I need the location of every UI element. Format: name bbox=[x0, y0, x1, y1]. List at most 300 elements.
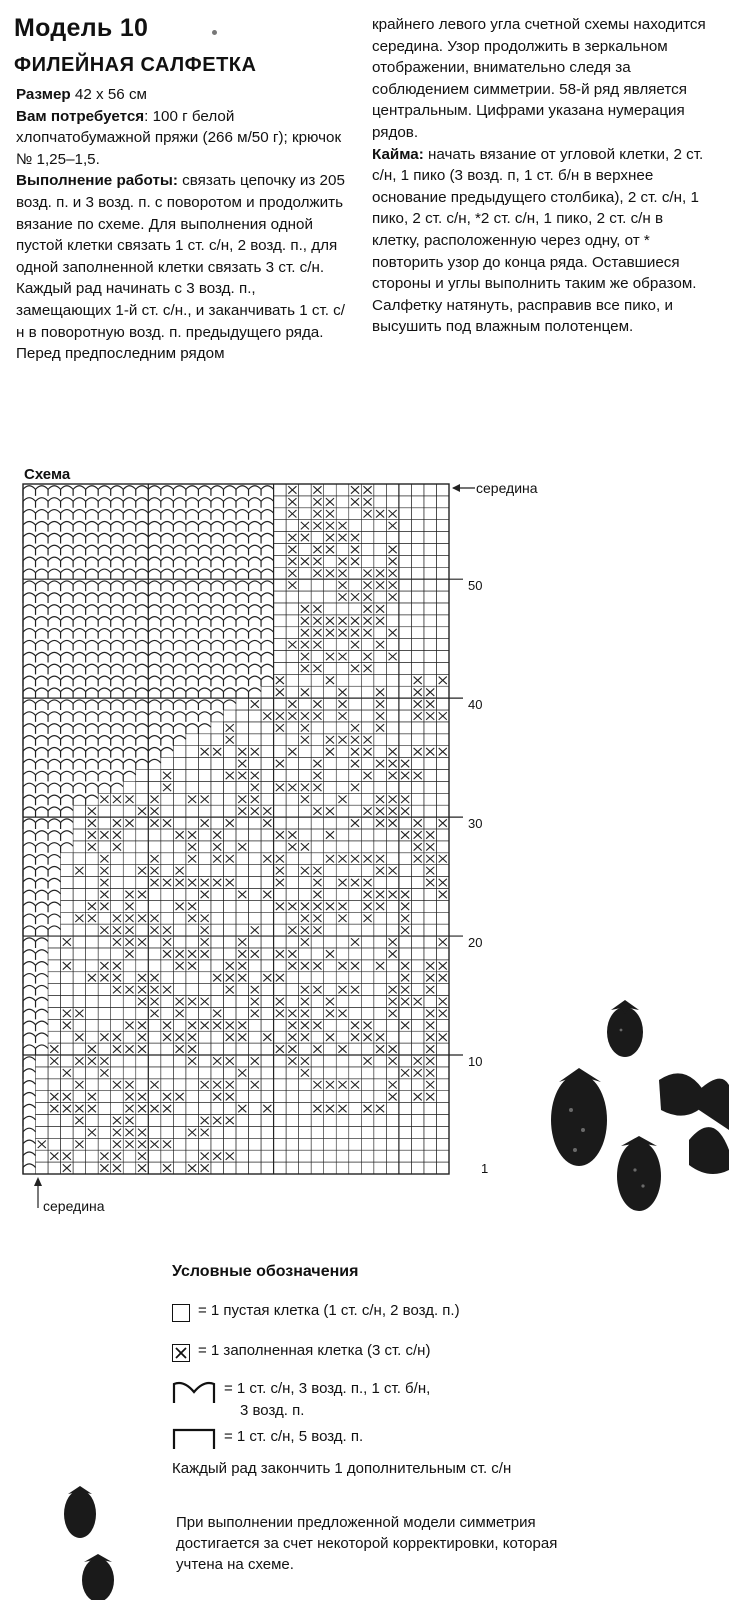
empty-cell bbox=[374, 972, 387, 984]
border-label: Кайма: bbox=[372, 145, 424, 163]
arch-cell bbox=[111, 759, 124, 769]
filled-cell-mark bbox=[301, 962, 309, 970]
arch-cell bbox=[136, 688, 149, 698]
empty-cell bbox=[73, 1019, 86, 1031]
empty-cell bbox=[299, 591, 312, 603]
empty-cell bbox=[411, 579, 424, 591]
filled-cell-mark bbox=[238, 974, 246, 982]
arch-cell bbox=[236, 510, 249, 520]
filled-cell-mark bbox=[113, 1141, 121, 1149]
filled-cell-mark bbox=[288, 1045, 296, 1052]
empty-cell bbox=[374, 591, 387, 603]
arch-cell bbox=[98, 617, 111, 627]
empty-cell bbox=[161, 829, 174, 841]
empty-cell bbox=[111, 865, 124, 877]
filled-cell-mark bbox=[276, 831, 284, 839]
arch-cell bbox=[48, 640, 61, 650]
empty-cell bbox=[261, 1043, 274, 1055]
empty-cell bbox=[436, 770, 449, 782]
empty-cell bbox=[274, 484, 287, 496]
filled-cell-mark bbox=[389, 772, 397, 779]
empty-cell bbox=[161, 1067, 174, 1079]
filled-cell-mark bbox=[313, 486, 321, 494]
empty-cell bbox=[286, 734, 299, 746]
empty-cell bbox=[86, 960, 99, 972]
arch-cell bbox=[123, 593, 136, 603]
arch-cell bbox=[223, 629, 236, 639]
filled-cell-mark bbox=[389, 581, 397, 589]
arch-cell bbox=[98, 736, 111, 746]
arch-cell bbox=[73, 771, 86, 781]
filled-cell-mark bbox=[439, 998, 447, 1006]
arch-cell bbox=[148, 617, 161, 627]
arch-cell bbox=[23, 795, 36, 805]
arch-cell bbox=[23, 593, 36, 603]
filled-cell-mark bbox=[213, 1057, 221, 1065]
filled-cell-mark bbox=[238, 748, 246, 756]
empty-cell bbox=[86, 996, 99, 1008]
arch-cell bbox=[186, 712, 199, 722]
empty-cell bbox=[374, 877, 387, 889]
empty-cell bbox=[186, 746, 199, 758]
arch-cell bbox=[161, 593, 174, 603]
empty-cell bbox=[249, 1043, 262, 1055]
empty-cell bbox=[361, 758, 374, 770]
empty-cell bbox=[249, 1091, 262, 1103]
arch-cell bbox=[261, 581, 274, 591]
empty-cell bbox=[424, 734, 437, 746]
filled-cell-mark bbox=[201, 796, 209, 804]
filled-cell-mark bbox=[414, 700, 422, 707]
empty-cell bbox=[411, 1115, 424, 1127]
filled-cell-mark bbox=[88, 1045, 96, 1052]
empty-cell bbox=[361, 1007, 374, 1019]
empty-cell bbox=[374, 543, 387, 555]
filled-cell-mark bbox=[301, 534, 309, 541]
empty-cell bbox=[299, 746, 312, 758]
empty-cell bbox=[211, 1043, 224, 1055]
empty-cell bbox=[211, 1067, 224, 1079]
empty-cell bbox=[198, 829, 211, 841]
empty-cell bbox=[299, 972, 312, 984]
arch-cell bbox=[36, 962, 49, 972]
empty-cell bbox=[399, 520, 412, 532]
empty-cell bbox=[336, 865, 349, 877]
empty-cell bbox=[386, 1031, 399, 1043]
arch-cell bbox=[236, 557, 249, 567]
arch-cell bbox=[186, 700, 199, 710]
arch-cell bbox=[198, 712, 211, 722]
filled-cell-mark bbox=[401, 974, 409, 982]
arch-cell bbox=[198, 510, 211, 520]
empty-cell bbox=[324, 722, 337, 734]
empty-cell bbox=[299, 1138, 312, 1150]
arch-cell bbox=[161, 533, 174, 543]
filled-cell-mark bbox=[113, 962, 121, 970]
empty-cell bbox=[399, 579, 412, 591]
empty-cell bbox=[411, 1126, 424, 1138]
empty-cell bbox=[161, 1055, 174, 1067]
filled-cell-mark bbox=[376, 712, 384, 720]
empty-cell bbox=[123, 853, 136, 865]
empty-cell bbox=[98, 1115, 111, 1127]
filled-cell-mark bbox=[150, 1141, 158, 1149]
empty-cell bbox=[311, 817, 324, 829]
empty-cell bbox=[399, 674, 412, 686]
filled-cell-mark bbox=[125, 1045, 133, 1052]
empty-cell bbox=[274, 1055, 287, 1067]
empty-cell bbox=[61, 1138, 74, 1150]
filled-cell-mark bbox=[138, 891, 146, 899]
filled-cell-mark bbox=[326, 736, 334, 743]
empty-cell bbox=[274, 508, 287, 520]
empty-cell bbox=[399, 1091, 412, 1103]
arch-cell bbox=[211, 533, 224, 543]
row-number-label: 30 bbox=[468, 816, 483, 832]
empty-cell bbox=[36, 1162, 49, 1174]
arch-cell bbox=[123, 748, 136, 758]
filled-cell-mark bbox=[150, 855, 158, 863]
arch-cell bbox=[36, 676, 49, 686]
arch-cell bbox=[48, 557, 61, 567]
empty-cell bbox=[436, 984, 449, 996]
empty-cell bbox=[411, 496, 424, 508]
empty-cell bbox=[223, 841, 236, 853]
empty-cell bbox=[386, 972, 399, 984]
arch-cell bbox=[86, 510, 99, 520]
empty-cell bbox=[336, 1162, 349, 1174]
filled-cell-mark bbox=[338, 534, 346, 541]
empty-cell bbox=[223, 900, 236, 912]
arch-cell bbox=[73, 545, 86, 555]
filled-cell-mark bbox=[88, 914, 96, 921]
arch-cell bbox=[173, 736, 186, 746]
arch-cell bbox=[261, 605, 274, 615]
arch-cell bbox=[48, 795, 61, 805]
arch-cell bbox=[223, 569, 236, 579]
empty-cell bbox=[349, 912, 362, 924]
empty-cell bbox=[261, 698, 274, 710]
empty-cell bbox=[186, 1138, 199, 1150]
empty-cell bbox=[311, 734, 324, 746]
filled-cell-mark bbox=[363, 581, 371, 589]
filled-cell-mark bbox=[150, 926, 158, 934]
filled-cell-mark bbox=[401, 796, 409, 804]
arch-cell bbox=[148, 486, 161, 496]
arch-cell bbox=[23, 819, 36, 829]
chart-title: Схема bbox=[24, 466, 71, 483]
empty-cell bbox=[98, 1126, 111, 1138]
filled-cell-mark bbox=[88, 1093, 96, 1101]
empty-cell bbox=[236, 734, 249, 746]
arch-cell bbox=[23, 1104, 36, 1114]
empty-cell bbox=[361, 996, 374, 1008]
filled-cell-mark bbox=[338, 569, 346, 576]
arch-cell bbox=[161, 581, 174, 591]
empty-cell bbox=[236, 853, 249, 865]
arch-cell bbox=[186, 617, 199, 627]
empty-cell bbox=[436, 520, 449, 532]
filled-cell-mark bbox=[125, 1117, 133, 1124]
arch-cell bbox=[86, 771, 99, 781]
arch-cell bbox=[123, 521, 136, 531]
arch-cell bbox=[23, 926, 36, 936]
arch-cell bbox=[36, 783, 49, 793]
arch-cell bbox=[198, 676, 211, 686]
empty-cell bbox=[374, 484, 387, 496]
empty-cell bbox=[386, 900, 399, 912]
empty-cell bbox=[198, 1043, 211, 1055]
filled-cell-mark bbox=[313, 665, 321, 672]
filled-cell-mark bbox=[313, 510, 321, 518]
empty-cell bbox=[261, 686, 274, 698]
arch-cell bbox=[249, 557, 262, 567]
filled-cell-mark bbox=[226, 1081, 234, 1088]
filled-cell-mark bbox=[326, 950, 334, 957]
arch-cell bbox=[23, 985, 36, 995]
empty-cell bbox=[123, 1150, 136, 1162]
arch-cell bbox=[123, 581, 136, 591]
arch-cell bbox=[148, 629, 161, 639]
empty-cell bbox=[299, 758, 312, 770]
filled-cell-mark bbox=[401, 926, 409, 934]
empty-cell bbox=[186, 1103, 199, 1115]
filled-cell-mark bbox=[163, 1022, 171, 1030]
empty-cell bbox=[336, 936, 349, 948]
filled-cell-mark bbox=[401, 962, 409, 970]
filled-cell-mark bbox=[125, 1141, 133, 1149]
arch-cell bbox=[136, 521, 149, 531]
empty-cell bbox=[349, 1055, 362, 1067]
arch-cell bbox=[249, 498, 262, 508]
arch-cell bbox=[211, 664, 224, 674]
empty-cell bbox=[399, 746, 412, 758]
arch-cell bbox=[236, 486, 249, 496]
empty-cell bbox=[261, 841, 274, 853]
arch-cell bbox=[186, 486, 199, 496]
empty-cell bbox=[249, 1067, 262, 1079]
filled-cell-mark bbox=[163, 1164, 171, 1172]
filled-cell-mark bbox=[251, 700, 259, 707]
empty-cell bbox=[286, 520, 299, 532]
empty-cell bbox=[274, 627, 287, 639]
arch-cell bbox=[148, 557, 161, 567]
empty-cell bbox=[399, 603, 412, 615]
empty-cell bbox=[274, 1150, 287, 1162]
arch-cell bbox=[23, 605, 36, 615]
filled-cell-mark bbox=[326, 748, 334, 756]
filled-cell-mark bbox=[389, 522, 397, 530]
arch-cell bbox=[23, 1009, 36, 1019]
arch-cell bbox=[36, 759, 49, 769]
empty-cell bbox=[336, 758, 349, 770]
arch-cell bbox=[148, 498, 161, 508]
arch-cell bbox=[61, 569, 74, 579]
arch-cell bbox=[136, 498, 149, 508]
empty-cell bbox=[161, 888, 174, 900]
empty-cell bbox=[86, 865, 99, 877]
filled-cell-mark bbox=[351, 1022, 359, 1030]
empty-cell bbox=[236, 722, 249, 734]
filled-cell-mark bbox=[226, 772, 234, 779]
filled-cell-mark bbox=[288, 950, 296, 957]
filled-cell-mark bbox=[113, 843, 121, 850]
empty-cell bbox=[161, 1126, 174, 1138]
empty-cell bbox=[211, 865, 224, 877]
empty-cell bbox=[424, 912, 437, 924]
arch-cell bbox=[136, 486, 149, 496]
empty-cell bbox=[236, 1126, 249, 1138]
filled-cell-mark bbox=[363, 736, 371, 743]
filled-cell-mark bbox=[301, 1057, 309, 1065]
filled-cell-mark bbox=[263, 1105, 271, 1113]
empty-cell bbox=[349, 829, 362, 841]
arch-cell bbox=[161, 676, 174, 686]
arch-cell bbox=[23, 748, 36, 758]
arch-cell bbox=[23, 974, 36, 984]
arch-cell bbox=[86, 629, 99, 639]
empty-cell bbox=[274, 543, 287, 555]
arch-cell bbox=[61, 843, 74, 853]
arch-cell bbox=[111, 629, 124, 639]
filled-cell-mark bbox=[138, 1129, 146, 1137]
filled-cell-mark bbox=[301, 712, 309, 720]
filled-cell-mark bbox=[363, 617, 371, 625]
filled-cell-mark bbox=[363, 653, 371, 661]
empty-cell bbox=[424, 1150, 437, 1162]
filled-cell-mark bbox=[176, 962, 184, 970]
arch-cell bbox=[249, 521, 262, 531]
filled-cell-mark bbox=[313, 498, 321, 505]
arch-cell bbox=[23, 557, 36, 567]
empty-cell bbox=[261, 1091, 274, 1103]
arch-cell bbox=[48, 783, 61, 793]
empty-cell bbox=[286, 603, 299, 615]
empty-cell bbox=[436, 567, 449, 579]
empty-cell bbox=[299, 1115, 312, 1127]
filled-cell-mark bbox=[288, 546, 296, 554]
filled-cell-mark bbox=[150, 986, 158, 993]
empty-cell bbox=[411, 1007, 424, 1019]
arch-cell bbox=[236, 617, 249, 627]
filled-cell-mark bbox=[201, 1129, 209, 1137]
arch-cell bbox=[86, 664, 99, 674]
arch-cell bbox=[73, 521, 86, 531]
empty-cell bbox=[424, 996, 437, 1008]
empty-cell bbox=[211, 770, 224, 782]
empty-cell bbox=[249, 888, 262, 900]
arch-cell bbox=[86, 545, 99, 555]
arch-cell bbox=[211, 605, 224, 615]
empty-cell bbox=[399, 710, 412, 722]
filled-cell-mark bbox=[75, 1141, 83, 1149]
arch-cell bbox=[36, 831, 49, 841]
arch-cell bbox=[261, 569, 274, 579]
filled-cell-mark bbox=[75, 1033, 83, 1041]
empty-cell bbox=[374, 1007, 387, 1019]
empty-cell bbox=[211, 900, 224, 912]
arch-cell bbox=[48, 498, 61, 508]
filled-cell-mark bbox=[288, 748, 296, 756]
empty-cell bbox=[274, 698, 287, 710]
empty-cell bbox=[249, 734, 262, 746]
empty-cell bbox=[36, 1115, 49, 1127]
filled-cell-mark bbox=[163, 772, 171, 779]
empty-cell bbox=[411, 734, 424, 746]
arch-cell bbox=[223, 498, 236, 508]
filled-cell-mark bbox=[226, 724, 234, 732]
arch-cell bbox=[173, 569, 186, 579]
filled-cell-mark bbox=[188, 1057, 196, 1065]
filled-cell-mark bbox=[188, 1033, 196, 1041]
arch-cell bbox=[73, 700, 86, 710]
empty-cell bbox=[286, 805, 299, 817]
filled-cell-mark bbox=[288, 712, 296, 720]
filled-cell-mark bbox=[313, 1022, 321, 1030]
arch-cell bbox=[48, 736, 61, 746]
arch-cell bbox=[61, 605, 74, 615]
filled-cell-mark bbox=[376, 962, 384, 970]
empty-cell bbox=[36, 1150, 49, 1162]
filled-cell-mark bbox=[88, 974, 96, 982]
filled-cell-mark bbox=[414, 1093, 422, 1101]
empty-cell bbox=[148, 1019, 161, 1031]
filled-cell-mark bbox=[113, 986, 121, 993]
empty-cell bbox=[61, 948, 74, 960]
filled-cell-mark bbox=[288, 1057, 296, 1065]
filled-cell-mark bbox=[376, 855, 384, 863]
arch-cell bbox=[236, 545, 249, 555]
empty-cell bbox=[61, 853, 74, 865]
empty-cell bbox=[311, 1115, 324, 1127]
filled-cell-mark bbox=[301, 1033, 309, 1041]
filled-cell-mark bbox=[288, 498, 296, 505]
arch-cell bbox=[173, 617, 186, 627]
filled-cell-mark bbox=[113, 819, 121, 827]
empty-cell bbox=[123, 1055, 136, 1067]
arch-cell bbox=[23, 1033, 36, 1043]
empty-cell bbox=[349, 686, 362, 698]
empty-cell bbox=[324, 1091, 337, 1103]
filled-cell-mark bbox=[138, 1141, 146, 1149]
empty-cell bbox=[98, 1007, 111, 1019]
filled-cell-mark bbox=[163, 1033, 171, 1041]
filled-cell-mark bbox=[63, 1022, 71, 1030]
arch-cell bbox=[61, 819, 74, 829]
arch-cell bbox=[23, 652, 36, 662]
arch-cell bbox=[123, 771, 136, 781]
arch-cell bbox=[61, 795, 74, 805]
filled-cell-mark bbox=[389, 938, 397, 946]
filled-cell-mark bbox=[363, 807, 371, 814]
arch-cell bbox=[261, 664, 274, 674]
filled-cell-mark bbox=[163, 950, 171, 957]
arch-cell bbox=[23, 878, 36, 888]
empty-cell bbox=[211, 1138, 224, 1150]
empty-cell bbox=[399, 567, 412, 579]
empty-cell bbox=[148, 888, 161, 900]
arch-cell bbox=[48, 819, 61, 829]
arch-cell bbox=[148, 652, 161, 662]
arch-cell bbox=[23, 664, 36, 674]
filled-cell-mark bbox=[376, 605, 384, 612]
empty-cell bbox=[186, 936, 199, 948]
arch-cell bbox=[61, 748, 74, 758]
arch-cell bbox=[223, 605, 236, 615]
empty-cell bbox=[161, 912, 174, 924]
filled-cell-mark bbox=[188, 1022, 196, 1030]
filled-cell-mark bbox=[414, 1057, 422, 1065]
